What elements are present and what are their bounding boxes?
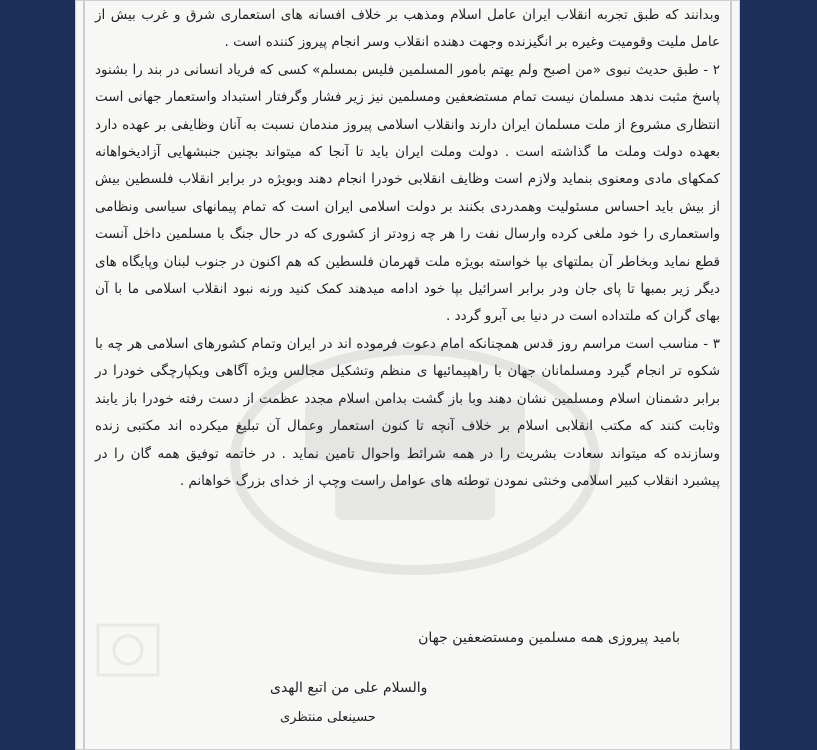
salutation: والسلام علی من اتبع الهدی [270,680,428,696]
paragraph-2: ۲ - طبق حدیث نبوی «من اصبح ولم یهتم بامور المسلمین فلیس بمسلم» کسی که فریاد انسانی در بند را بشنود پاسخ مثبت ندهد مسلمان نیست تمام مستضعفین ومسلمین نیز زیر فشار وگرفتار استبداد واستعمار جهانی است انتظاری مشروع از ملت مسلمان ایران دارند وانقلاب اسلامی پیروز مندمان نسبت به آنان وظایفی بر عهده دارد بعهده دولت وملت ما گذاشته است . دولت وملت ایران باید تا آنجا که میتواند بچنین جنبشهایی آزادیخواهانه کمکهای مادی ومعنوی بنماید ولازم است وظایف انقلابی خودرا انجام دهند وبویژه در برابر انقلاب فلسطین بیش از بیش باید احساس مسئولیت وهمدردی بکنند بر دولت اسلامی ایران است که تمام پیمانهای سیاسی ونظامی واستعماری را خود ملغی کرده وارسال نفت را هر چه زودتر از کشوری که در حال جنگ با مسلمین داخل آنست قطع نماید وبخاطر آن بملتهای بپا خواسته بویژه ملت قهرمان فلسطین که هم اکنون در جنوب لبنان وپایگاه های دیگر زیر بمبها تا پای جان ودر برابر اسرائیل بپا خود ادامه میدهند کمک کنید ورنه نبود انقلاب اسلامی ما با آن بهای گران که ملتداده است در دنیا بی آبرو گردد . [95,61,720,325]
letter-body [95,2,720,495]
document-page [75,0,740,750]
page-border-left [83,0,85,750]
paragraph-intro: وبدانند که طبق تجربه انقلاب ایران عامل اسلام ومذهب بر خلاف افسانه های استعماری شرق و غرب بیش از عامل ملیت وقومیت وغیره بر انگیزنده وجهت دهنده انقلاب وسر انجام پیروز کننده است . [95,7,720,51]
closing-line: بامید پیروزی همه مسلمین ومستضعفین جهان [418,630,680,646]
paragraph-3: ۳ - مناسب است مراسم روز قدس همچنانکه امام دعوت فرموده اند در ایران وتمام کشورهای اسلامی هر چه با شکوه تر انجام گیرد ومسلمانان جهان با راهپیمائیها ی منظم وتشکیل مجالس ویژه آگاهی ویکپارچگی خودرا در برابر دشمنان اسلام ومسلمین نشان دهند وبا باز گشت بدامن اسلام مجدد عظمت از دست رفته خودرا باز یابند وثابت کنند که مکتب انقلابی اسلام بر خلاف آنچه تا کنون استعمار وعمال آن تبلیغ میکرده اند مکتبی زنده وسازنده که میتواند سعادت بشریت را در همه شرائط واحوال تامین نماید . در خاتمه توفیق همه گان را در پیشبرد انقلاب کبیر اسلامی وخنثی نمودن توطئه های عوامل راست وچپ از خدای بزرگ خواهانم . [95,335,720,489]
stamp-icon [93,620,163,680]
signature: حسینعلی منتظری [280,710,376,725]
page-border-right [730,0,732,750]
